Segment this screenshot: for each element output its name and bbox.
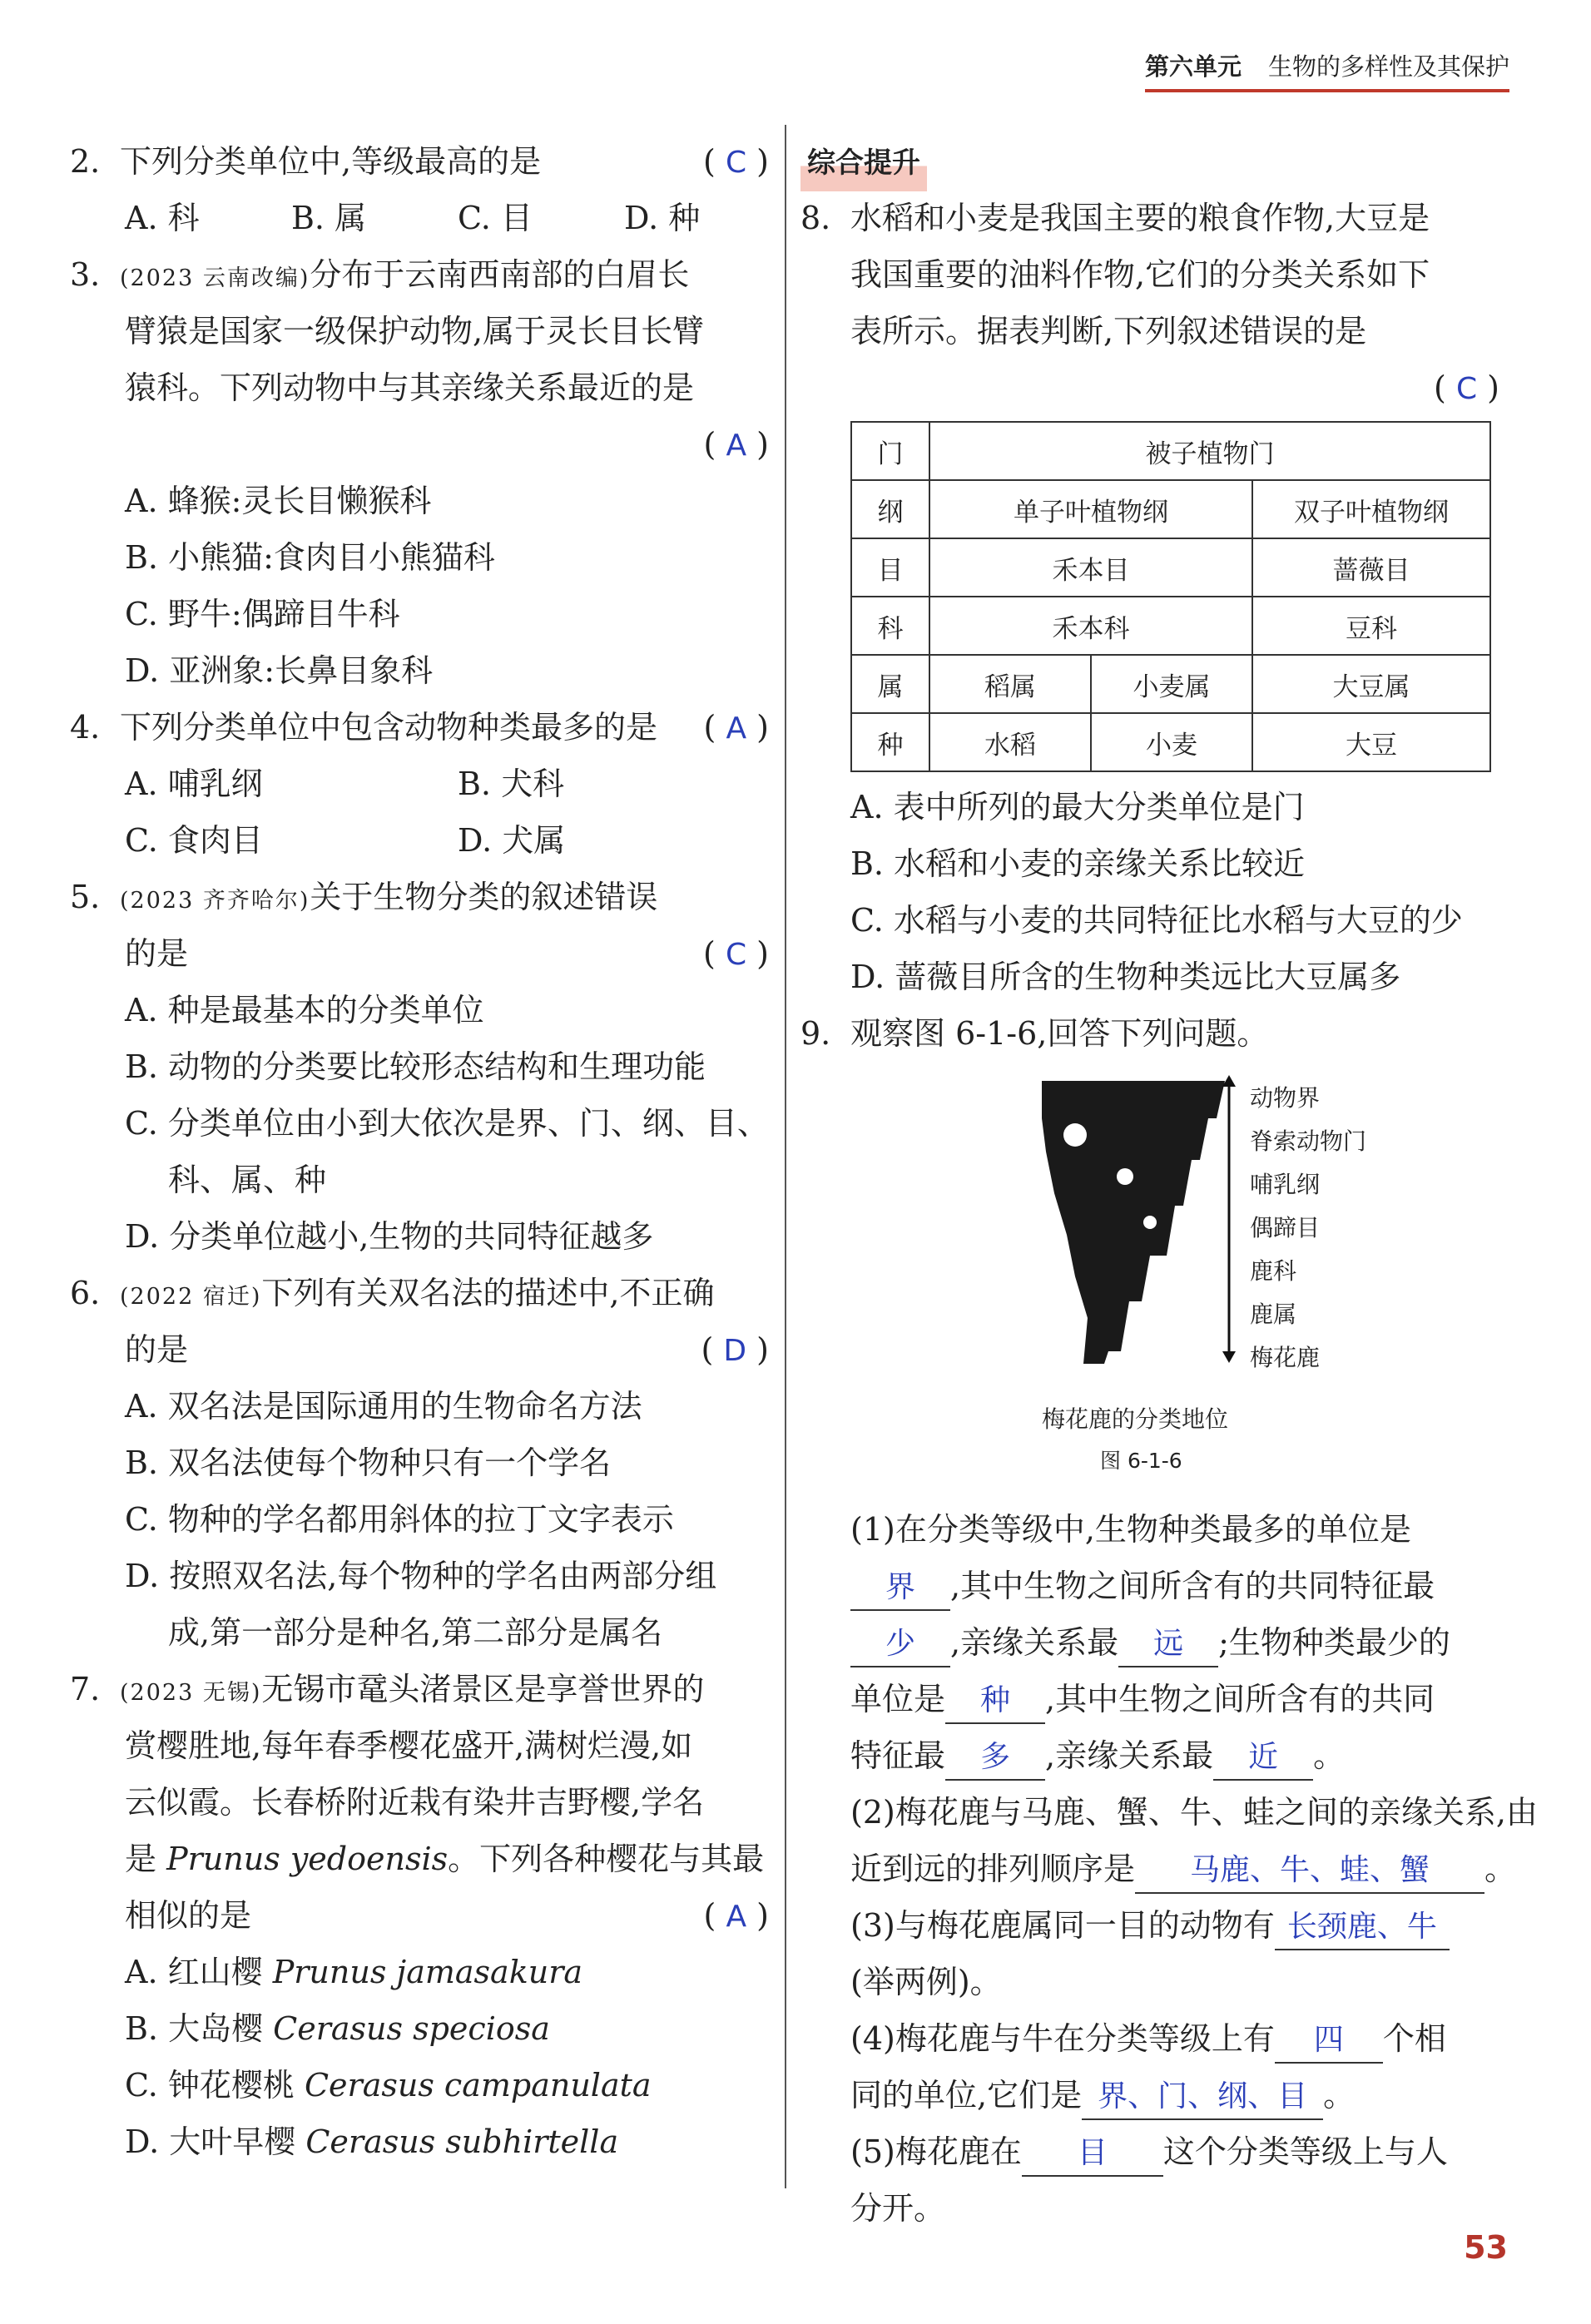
figure-title: 梅花鹿的分类地位 bbox=[1042, 1405, 1229, 1433]
level-class: 哺乳纲 bbox=[1250, 1171, 1321, 1198]
q4-stem: 4. 下列分类单位中包含动物种类最多的是 ( A ) bbox=[70, 709, 769, 746]
q8-option-d: D. 蔷薇目所含的生物种类远比大豆属多 bbox=[850, 959, 1401, 995]
unit-title: 生物的多样性及其保护 bbox=[1267, 52, 1509, 81]
level-order: 偶蹄目 bbox=[1250, 1214, 1321, 1241]
q9-part1-line5: 特征最 多 ,亲缘关系最 近 。 bbox=[800, 1727, 1499, 1784]
q6-answer: D bbox=[723, 1334, 747, 1368]
q9-part5-line1: (5)梅花鹿在 目 这个分类等级上与人 bbox=[800, 2123, 1499, 2180]
level-kingdom: 动物界 bbox=[1250, 1084, 1321, 1112]
q8-option-a: A. 表中所列的最大分类单位是门 bbox=[850, 789, 1305, 825]
level-family: 鹿科 bbox=[1250, 1257, 1297, 1285]
q5-answer: C bbox=[725, 938, 747, 972]
q5-option-c: C. 分类单位由小到大依次是界、门、纲、目、 bbox=[125, 1105, 769, 1142]
q3-option-a: A. 蜂猴:灵长目懒猴科 bbox=[125, 483, 432, 519]
q3-source: (2023 云南改编) bbox=[120, 265, 310, 291]
q5-option-d: D. 分类单位越小,生物的共同特征越多 bbox=[125, 1218, 654, 1255]
q4-option-c: C. 食肉目 bbox=[125, 822, 263, 859]
page-number: 53 bbox=[1464, 2229, 1508, 2266]
q5-option-a: A. 种是最基本的分类单位 bbox=[125, 992, 484, 1028]
q7-line1: 7. (2023 无锡)无锡市鼋头渚景区是享誉世界的 bbox=[70, 1671, 705, 1707]
q2-option-b: B. 属 bbox=[291, 200, 367, 236]
left-column: 2. 下列分类单位中,等级最高的是 ( C ) A. 科 B. 属 C. 目 D. 种 3. (2023 云南改编)分布于云南西南部的白眉长 臂猿是国家一级保护动物,属于灵长目长臂 猿科。下列动物中与其亲缘关系最近的是 ( A ) A. 蜂猴:灵长目懒猴科 B. 小熊猫:食肉目小熊猫科 C. 野牛:偶蹄目牛科 D. 亚洲象:长鼻目象科 4. 下列分类单位中包含动物种类最多的是 ( A ) A. 哺乳纲 B. 犬科 C. 食肉目 D. 犬属 5. (2023 齐齐哈尔)关于生物分类的叙述错误 的是 ( C ) A. 种是最基本的分类单位 B. 动物的分类要比较形态结构和生理功能 C. 分类单位由小到大依次是界、门、纲、目、 科、属、种 D. 分类单位越小,生物的共同特征越多 6. (2022 宿迁)下列有关双名法的描述中,不正确 的是 ( D ) A. 双名法是国际通用的生物命名方法 B. 双名法使每个物种只有一个学名 C. 物种的学名都用斜体的拉丁文字表示 D. 按照双名法,每个物种的学名由两部分组 成,第一部分是种名,第二部分是属名 7. (2023 无锡)无锡市鼋头渚景区是享誉世界的 赏樱胜地,每年春季樱花盛开,满树烂漫,如 云似霞。长春桥附近栽有染井吉野樱,学名 是 Prunus yedoensis。下列各种樱花与其最 相似的是 ( A ) A. 红山樱 Prunus jamasakura B. 大岛樱 Cerasus speciosa C. 钟花樱桃 Cerasus campanulata D. 大叶早樱 Cerasus subhirtella bbox=[70, 133, 769, 2170]
q8-option-b: B. 水稻和小麦的亲缘关系比较近 bbox=[850, 845, 1306, 882]
section-title: 综合提升 bbox=[800, 135, 927, 191]
q5-option-c-cont: 科、属、种 bbox=[168, 1162, 327, 1198]
q5-option-b: B. 动物的分类要比较形态结构和生理功能 bbox=[125, 1048, 706, 1085]
q5-line2: 的是 ( C ) bbox=[125, 935, 769, 972]
q6-line1: 6. (2022 宿迁)下列有关双名法的描述中,不正确 bbox=[70, 1275, 715, 1311]
q9-part1-line2: 界 ,其中生物之间所含有的共同特征最 bbox=[800, 1558, 1499, 1614]
table-row: 种 水稻 小麦 大豆 bbox=[851, 713, 1490, 771]
q9-stem: 9. 观察图 6-1-6,回答下列问题。 bbox=[800, 1015, 1269, 1052]
level-genus: 鹿属 bbox=[1250, 1301, 1297, 1328]
q3-answer: A bbox=[726, 429, 747, 463]
q3-line1: 3. (2023 云南改编)分布于云南西南部的白眉长 bbox=[70, 256, 690, 293]
q6-source: (2022 宿迁) bbox=[120, 1284, 262, 1310]
q7-line3: 云似霞。长春桥附近栽有染井吉野樱,学名 bbox=[125, 1784, 705, 1821]
q2-option-a: A. 科 bbox=[125, 200, 200, 236]
q9-part1-line3: 少 ,亲缘关系最 远 ;生物种类最少的 bbox=[800, 1614, 1499, 1671]
q9-part1-line1: (1)在分类等级中,生物种类最多的单位是 bbox=[850, 1511, 1411, 1548]
column-divider bbox=[785, 125, 786, 2188]
answer-blank[interactable]: 远 bbox=[1118, 1623, 1218, 1667]
q3-option-c: C. 野牛:偶蹄目牛科 bbox=[125, 596, 400, 632]
q8-line3: 表所示。据表判断,下列叙述错误的是 bbox=[850, 313, 1367, 349]
q4-option-b: B. 犬科 bbox=[458, 766, 565, 802]
q6-option-d: D. 按照双名法,每个物种的学名由两部分组 bbox=[125, 1558, 717, 1594]
q4-option-a: A. 哺乳纲 bbox=[125, 766, 263, 802]
q4-option-d: D. 犬属 bbox=[458, 822, 566, 859]
q6-option-c: C. 物种的学名都用斜体的拉丁文字表示 bbox=[125, 1501, 674, 1538]
level-phylum: 脊索动物门 bbox=[1250, 1127, 1367, 1155]
q6-option-b: B. 双名法使每个物种只有一个学名 bbox=[125, 1444, 612, 1481]
answer-blank[interactable]: 长颈鹿、牛 bbox=[1275, 1905, 1450, 1950]
q7-line2: 赏樱胜地,每年春季樱花盛开,满树烂漫,如 bbox=[125, 1727, 693, 1764]
q3-line2: 臂猿是国家一级保护动物,属于灵长目长臂 bbox=[125, 313, 705, 349]
unit-label: 第六单元 bbox=[1144, 52, 1242, 81]
answer-blank[interactable]: 近 bbox=[1213, 1736, 1313, 1781]
classification-figure bbox=[800, 1068, 1499, 1501]
q8-line2: 我国重要的油料作物,它们的分类关系如下 bbox=[850, 256, 1430, 293]
right-column: 综合提升 8. 水稻和小麦是我国主要的粮食作物,大豆是 我国重要的油料作物,它们的分类关系如下 表所示。据表判断,下列叙述错误的是 ( C ) 门 被子植物门 纲 单子叶植物纲 双子叶植物纲 目 禾本目 蔷薇目 科 禾本科 豆科 属 稻属 小麦属 大豆属 种 水稻 小麦 大豆 A. 表中所列的最大分类单位是门 B. 水稻和小麦的亲缘关系比较近 C. 水稻与小麦的共同特征比水稻与大豆的少 D. 蔷薇目所含的生物种类远比大豆属多 9. 观察图 6-1-6,回答下列问题。 动物界 脊索动物门 哺乳纲 偶蹄目 鹿科 鹿属 梅花鹿 梅花鹿的分类地位 图 6-1-6 (1)在分类等级中,生物种类最多的单位是 界 ,其中生物之间所含有的共同特征最 少 ,亲缘关系最 远 ;生物种类最少的 单位是 种 ,其中生物之间所含有的共同 特征最 多 ,亲缘关系最 近 。 (2)梅花鹿与马鹿、蟹、牛、蛙之间的亲缘关系,由 近到远的排列顺序是 马鹿、牛、蛙、蟹 。 (3)与梅花鹿属同一目的动物有 长颈鹿、牛 (举两例)。 (4)梅花鹿与牛在分类等级上有 四 个相 同的单位,它们是 界、门、纲、目 。 (5)梅花鹿在 目 这个分类等级上与人 分开。 bbox=[800, 133, 1499, 2237]
q8-line1: 8. 水稻和小麦是我国主要的粮食作物,大豆是 bbox=[800, 200, 1430, 236]
q9-part5-line2: 分开。 bbox=[850, 2190, 946, 2227]
q5-source: (2023 齐齐哈尔) bbox=[120, 888, 310, 914]
answer-blank[interactable]: 界、门、纲、目 bbox=[1082, 2075, 1323, 2120]
q7-answer: A bbox=[726, 1900, 747, 1934]
answer-blank[interactable]: 马鹿、牛、蛙、蟹 bbox=[1135, 1849, 1484, 1894]
level-species: 梅花鹿 bbox=[1250, 1344, 1321, 1371]
table-row: 属 稻属 小麦属 大豆属 bbox=[851, 655, 1490, 713]
q6-option-d-cont: 成,第一部分是种名,第二部分是属名 bbox=[168, 1614, 663, 1651]
table-row: 目 禾本目 蔷薇目 bbox=[851, 538, 1490, 597]
table-row: 门 被子植物门 bbox=[851, 422, 1490, 480]
q7-option-d: D. 大叶早樱 Cerasus subhirtella bbox=[125, 2123, 619, 2160]
figure-label: 图 6-1-6 bbox=[1100, 1449, 1182, 1473]
q7-sci-name: Prunus yedoensis bbox=[166, 1841, 449, 1877]
q2-option-d: D. 种 bbox=[624, 200, 701, 236]
q9-part2-line2: 近到远的排列顺序是 马鹿、牛、蛙、蟹 。 bbox=[800, 1841, 1499, 1897]
answer-blank[interactable]: 少 bbox=[850, 1623, 950, 1667]
q7-option-b: B. 大岛樱 Cerasus speciosa bbox=[125, 2010, 550, 2047]
q9-part2-line1: (2)梅花鹿与马鹿、蟹、牛、蛙之间的亲缘关系,由 bbox=[850, 1794, 1538, 1831]
q4-answer: A bbox=[726, 711, 747, 746]
q7-line5: 相似的是 ( A ) bbox=[125, 1897, 769, 1934]
q9-part4-line1: (4)梅花鹿与牛在分类等级上有 四 个相 bbox=[800, 2010, 1499, 2067]
q3-line3: 猿科。下列动物中与其亲缘关系最近的是 bbox=[125, 369, 695, 406]
page-header bbox=[1145, 48, 1509, 92]
q7-option-a: A. 红山樱 Prunus jamasakura bbox=[125, 1954, 583, 1990]
answer-blank[interactable]: 种 bbox=[945, 1679, 1045, 1724]
q7-line4: 是 Prunus yedoensis。下列各种樱花与其最 bbox=[125, 1841, 765, 1877]
q8-answer: C bbox=[1455, 372, 1478, 406]
table-row: 科 禾本科 豆科 bbox=[851, 597, 1490, 655]
q7-option-c: C. 钟花樱桃 Cerasus campanulata bbox=[125, 2067, 652, 2103]
answer-blank[interactable]: 多 bbox=[945, 1736, 1045, 1781]
table-row: 纲 单子叶植物纲 双子叶植物纲 bbox=[851, 480, 1490, 538]
q5-line1: 5. (2023 齐齐哈尔)关于生物分类的叙述错误 bbox=[70, 879, 658, 915]
q7-source: (2023 无锡) bbox=[120, 1680, 262, 1706]
answer-blank[interactable]: 目 bbox=[1022, 2132, 1163, 2177]
q2-option-c: C. 目 bbox=[458, 200, 533, 236]
q9-part4-line2: 同的单位,它们是 界、门、纲、目 。 bbox=[800, 2067, 1499, 2123]
q6-line2: 的是 ( D ) bbox=[125, 1331, 769, 1368]
q2-options bbox=[70, 190, 769, 246]
q3-option-d: D. 亚洲象:长鼻目象科 bbox=[125, 652, 434, 689]
q3-option-b: B. 小熊猫:食肉目小熊猫科 bbox=[125, 539, 495, 576]
q2-answer: C bbox=[725, 146, 747, 180]
q2-stem: 2. 下列分类单位中,等级最高的是 ( C ) bbox=[70, 143, 769, 180]
q8-option-c: C. 水稻与小麦的共同特征比水稻与大豆的少 bbox=[850, 902, 1463, 939]
animal-pyramid-image bbox=[800, 1068, 1499, 1385]
q9-part3-line2: (举两例)。 bbox=[850, 1964, 1002, 2000]
answer-blank[interactable]: 界 bbox=[850, 1566, 950, 1611]
q9-part1-line4: 单位是 种 ,其中生物之间所含有的共同 bbox=[800, 1671, 1499, 1727]
q6-option-a: A. 双名法是国际通用的生物命名方法 bbox=[125, 1388, 642, 1425]
answer-blank[interactable]: 四 bbox=[1275, 2019, 1383, 2064]
classification-table bbox=[850, 421, 1491, 772]
q9-part3-line1: (3)与梅花鹿属同一目的动物有 长颈鹿、牛 bbox=[800, 1897, 1499, 1954]
